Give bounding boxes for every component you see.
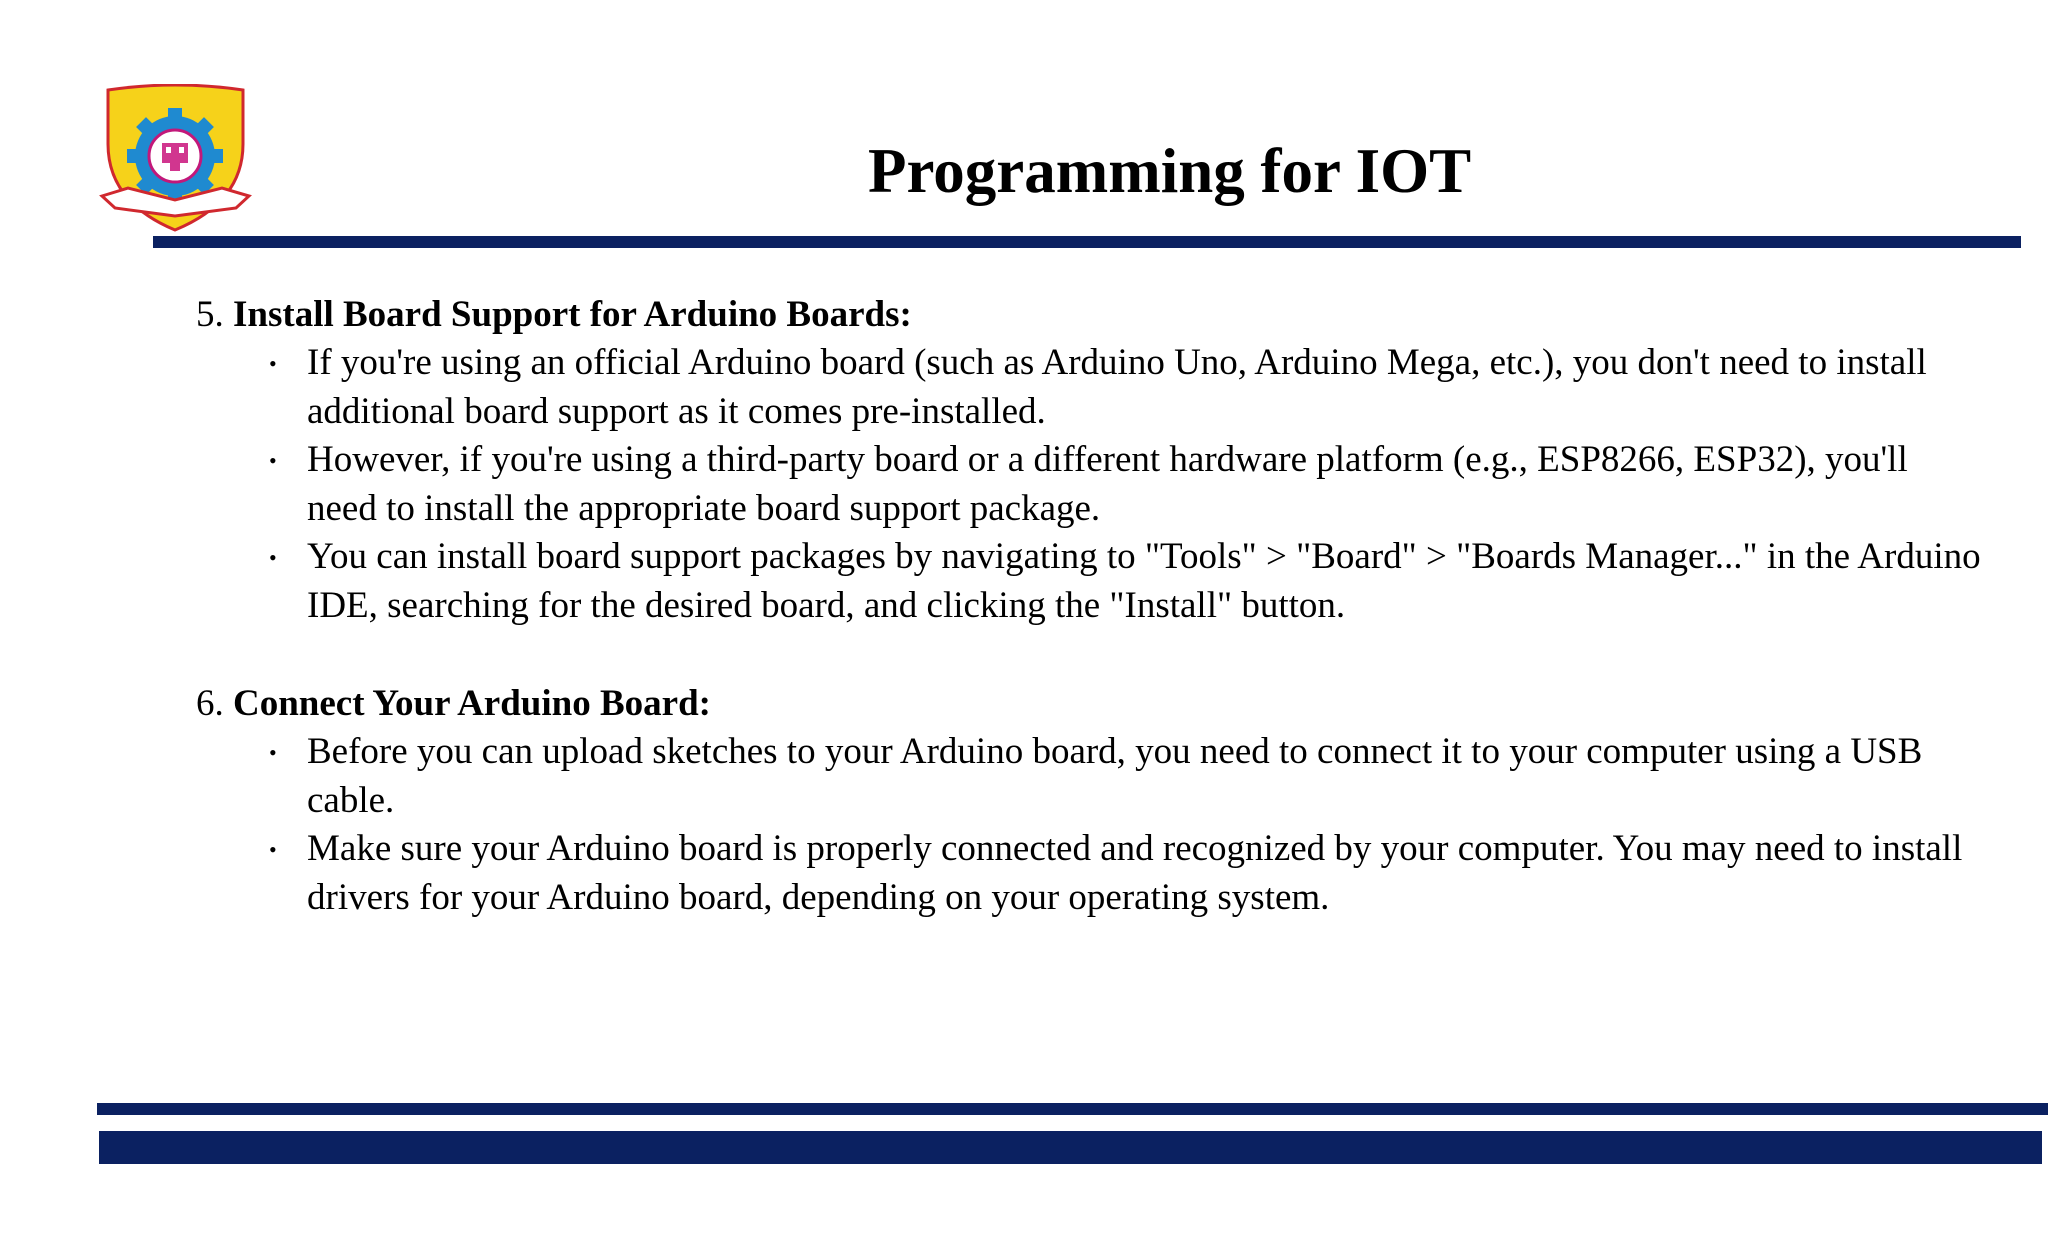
section-title: Connect Your Arduino Board:	[233, 683, 711, 724]
section-title: Install Board Support for Arduino Boards:	[233, 294, 912, 335]
section-number: 6.	[196, 683, 224, 724]
bullet-text: You can install board support packages by navigating to "Tools" > "Board" > "Boards Manager..." in the Arduino IDE, searching for the desired board, and clicking the "Install" button.	[307, 536, 1981, 626]
bullet-text: Make sure your Arduino board is properly connected and recognized by your computer. You may need to install drivers for your Arduino board, depending on your operating system.	[307, 828, 1963, 918]
bullet-text: However, if you're using a third-party board or a different hardware platform (e.g., ESP8266, ESP32), you'll need to install the appropriate board support package.	[307, 439, 1908, 529]
bullet-icon: •	[269, 545, 277, 570]
bullet-list	[196, 728, 1986, 922]
section-install-board-support	[196, 290, 1986, 630]
bullet-icon: •	[269, 837, 277, 862]
list-item	[196, 436, 1986, 533]
college-logo	[98, 84, 253, 232]
bullet-list	[196, 339, 1986, 630]
section-number: 5.	[196, 294, 224, 335]
section-connect-board	[196, 679, 1986, 922]
list-item	[196, 825, 1986, 922]
bullet-icon: •	[269, 448, 277, 473]
bullet-icon: •	[269, 351, 277, 376]
header-rule	[153, 236, 2021, 248]
bullet-icon: •	[269, 740, 277, 765]
slide-content	[196, 290, 1986, 922]
slide-title: Programming for IOT	[868, 136, 1472, 206]
list-item	[196, 533, 1986, 630]
list-item	[196, 339, 1986, 436]
footer-rule-thin	[97, 1103, 2048, 1115]
list-item	[196, 728, 1986, 825]
bullet-text: If you're using an official Arduino board (such as Arduino Uno, Arduino Mega, etc.), you don't need to install additional board support as it comes pre-installed.	[307, 342, 1927, 432]
section-heading	[196, 290, 1986, 339]
footer-rule-thick	[99, 1131, 2042, 1164]
section-heading	[196, 679, 1986, 728]
bullet-text: Before you can upload sketches to your Arduino board, you need to connect it to your computer using a USB cable.	[307, 731, 1923, 821]
